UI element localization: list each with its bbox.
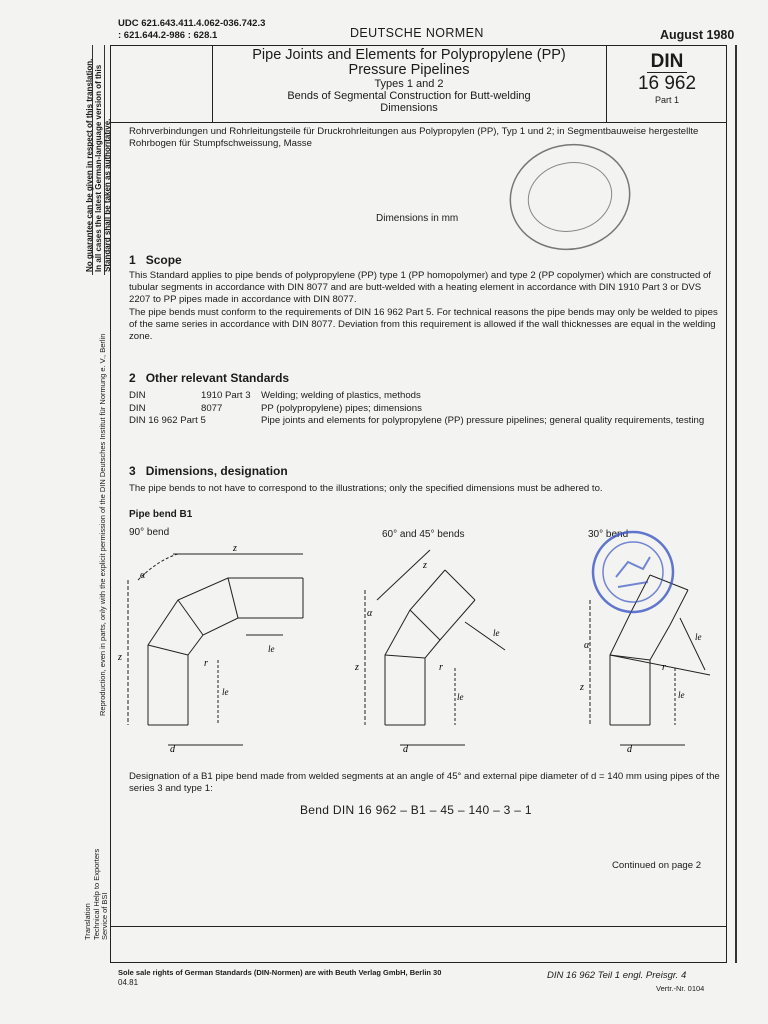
- scope-paragraph-2: The pipe bends must conform to the requirements of DIN 16 962 Part 5. For technical reasons the pipe bends may only be welded to pipes of the same series in accordance with DIN 8077. Deviation from this requirement is allowed if the wall thicknesses are equal in the welding zone.: [129, 306, 718, 343]
- label-90-bend: 90° bend: [129, 527, 170, 538]
- sales-rights: Sole sale rights of German Standards (DIN-Normen) are with Beuth Verlag GmbH, Berlin 30: [118, 968, 442, 977]
- list-item: DIN 8077 PP (polypropylene) pipes; dimensions: [129, 402, 422, 414]
- sym-r: r: [204, 658, 208, 669]
- label-30-bend: 30° bend: [588, 529, 629, 540]
- sym-d: d: [403, 744, 408, 755]
- reproduction-notice: Reproduction, even in parts, only with the explicit permission of the DIN Deutsches Institut für Normung e. V., Berlin: [98, 333, 107, 716]
- series-title: DEUTSCHE NORMEN: [350, 26, 484, 40]
- dimensions-text: The pipe bends to not have to correspond to the illustrations; only the specified dimensions must be adhered to.: [129, 483, 603, 494]
- section-heading-dimensions: 3 Dimensions, designation: [129, 464, 288, 478]
- edition-code: 04.81: [118, 978, 139, 987]
- sym-alpha: α: [140, 570, 146, 581]
- german-title: Rohrverbindungen und Rohrleitungsteile für Druckrohrleitungen aus Polypropylen (PP), Typ 1 und 2; in Segmentbauweise hergestellte Rohrbogen für Stumpfschweissung, Masse: [129, 126, 699, 150]
- scope-text: [129, 270, 721, 343]
- standards-list: [129, 390, 721, 428]
- udc-line-2: : 621.644.2-986 : 628.1: [118, 30, 218, 41]
- section-heading-scope: 1 Scope: [129, 253, 182, 267]
- sym-le: le: [678, 690, 685, 700]
- din-number-block: [608, 52, 726, 105]
- sym-alpha: α: [367, 608, 373, 619]
- sym-z: z: [423, 560, 427, 571]
- distribution-number: Vertr.-Nr. 0104: [656, 984, 705, 993]
- din-logo: DIN: [647, 52, 688, 73]
- drawing-45-bend: [345, 540, 525, 760]
- sym-d: d: [627, 744, 632, 755]
- sym-alpha: α: [584, 640, 590, 651]
- title-line-4: Bends of Segmental Construction for Butt-welding: [287, 90, 531, 102]
- designation-example: Bend DIN 16 962 – B1 – 45 – 140 – 3 – 1: [300, 803, 532, 817]
- standard-number: 16 962: [637, 73, 697, 94]
- document-title: [214, 48, 604, 114]
- sym-r: r: [662, 662, 666, 673]
- standard-part: Part 1: [654, 95, 679, 105]
- sym-le: le: [493, 628, 500, 638]
- translation-disclaimer: No guarantee can be given in respect of this translation. In all cases the latest German-language version of this Standard shall be taken as authoritative.: [85, 58, 112, 272]
- sym-r: r: [439, 662, 443, 673]
- sym-z: z: [355, 662, 359, 673]
- sym-le: le: [222, 687, 229, 697]
- label-60-45-bend: 60° and 45° bends: [382, 529, 465, 540]
- sym-le: le: [268, 644, 275, 654]
- issue-date: August 1980: [660, 28, 735, 42]
- translation-credit: Translation Technical Help to Exporters Service of BSI: [83, 848, 109, 940]
- designation-text: Designation of a B1 pipe bend made from welded segments at an angle of 45° and external pipe diameter of d = 140 mm using pipes of the series 3 and type 1:: [129, 771, 720, 795]
- dimensions-note: Dimensions in mm: [376, 213, 459, 224]
- title-line-3: Types 1 and 2: [374, 78, 444, 90]
- scope-paragraph-1: This Standard applies to pipe bends of polypropylene (PP) type 1 (PP homopolymer) and type 2 (PP copolymer) which are constructed of tubular segments in accordance with DIN 8077 and are butt-welded with a heating element in accordance with DIN 1910 Part 3 or DVS 2207 to PP pipes made in accordance with DIN 8077.: [129, 270, 711, 306]
- title-line-1: Pipe Joints and Elements for Polypropylene (PP): [252, 47, 566, 63]
- sym-le: le: [695, 632, 702, 642]
- sym-z: z: [233, 543, 237, 554]
- sym-d: d: [170, 744, 175, 755]
- footer-rule: [110, 926, 727, 927]
- continued-note: Continued on page 2: [612, 860, 702, 871]
- sym-z: z: [580, 682, 584, 693]
- page-frame-edge: [735, 45, 737, 963]
- library-stamp: [505, 132, 635, 262]
- figure-title: Pipe bend B1: [129, 509, 193, 520]
- drawing-90-bend: [118, 540, 318, 760]
- footer-reference: DIN 16 962 Teil 1 engl. Preisgr. 4: [547, 970, 687, 981]
- udc-line-1: UDC 621.643.411.4.062-036.742.3: [118, 18, 266, 29]
- udc-classification: [118, 18, 265, 42]
- list-item: DIN 1910 Part 3 Welding; welding of plastics, methods: [129, 390, 421, 401]
- sym-le: le: [457, 692, 464, 702]
- list-item: DIN 16 962 Part 5 Pipe joints and elements for polypropylene (PP) pressure pipelines; general quality requirements, testing: [129, 415, 705, 426]
- sym-z: z: [118, 652, 122, 663]
- section-heading-standards: 2 Other relevant Standards: [129, 371, 290, 385]
- blue-stamp: [588, 527, 678, 617]
- title-line-2: Pressure Pipelines: [348, 62, 470, 78]
- title-line-5: Dimensions: [380, 102, 438, 114]
